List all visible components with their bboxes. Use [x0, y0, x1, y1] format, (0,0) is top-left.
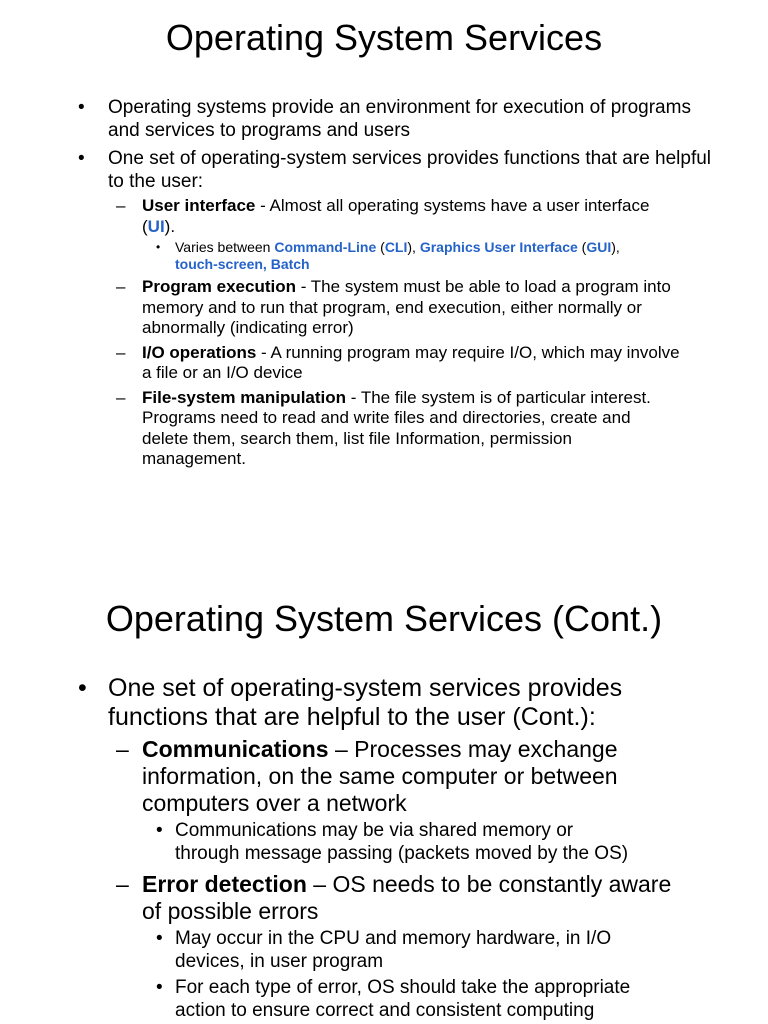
- ui-touch-screen: touch-screen,: [175, 256, 267, 272]
- paren-close: ),: [611, 239, 620, 255]
- slide-2-body: [0, 674, 768, 1024]
- service-desc: – OS needs to be constantly aware of possible errors: [142, 871, 672, 924]
- detail-text: May occur in the CPU and memory hardware, in I/O devices, in user program: [175, 928, 612, 972]
- ui-prefix: Varies between: [175, 239, 275, 255]
- detail-text: For each type of error, OS should take the appropriate action to ensure correct and consistent computing: [175, 977, 631, 1021]
- ui-command-line: Command-Line: [274, 239, 377, 255]
- service-error-detection: [0, 871, 728, 1022]
- service-program-execution: [0, 277, 724, 339]
- service-io-operations: [0, 343, 724, 384]
- service-term: Program execution: [142, 277, 296, 296]
- dash-marker: –: [116, 387, 126, 407]
- dash-marker: –: [116, 342, 126, 362]
- dash-marker: –: [116, 277, 126, 296]
- bullet-text: One set of operating-system services provides functions that are helpful to the user:: [108, 148, 712, 192]
- slide-1-title: Operating System Services: [165, 17, 603, 58]
- service-term: User interface: [142, 196, 256, 215]
- bullet-marker: •: [156, 240, 161, 254]
- service-desc: – Processes may exchange information, on the same computer or between computers over a network: [142, 736, 618, 816]
- ui-cli: CLI: [384, 239, 408, 255]
- bullet-marker: •: [78, 674, 87, 702]
- dash-marker: –: [116, 736, 129, 762]
- bullet-services-cont: [0, 674, 768, 1022]
- dash-marker: –: [116, 196, 126, 215]
- bullet-marker: •: [78, 97, 85, 118]
- paren-close: ),: [407, 239, 420, 255]
- bullet-text: One set of operating-system services provides functions that are helpful to the user (Cont.):: [108, 674, 623, 731]
- ui-graphics: Graphics User Interface: [419, 239, 578, 255]
- bullet-marker: •: [156, 977, 163, 998]
- bullet-marker: •: [78, 148, 85, 169]
- paren-open: (: [376, 239, 385, 255]
- service-communications: [0, 736, 728, 865]
- service-term: Communications: [142, 736, 329, 762]
- error-detail: [0, 928, 688, 973]
- communications-detail: [0, 820, 688, 865]
- service-desc: - A running program may require I/O, which may involve a file or an I/O device: [142, 342, 680, 382]
- service-user-interface: [0, 196, 724, 273]
- bullet-services: [0, 147, 768, 470]
- slide-1-body: [0, 96, 768, 475]
- bullet-environment: [0, 96, 768, 142]
- paren-open: (: [577, 239, 587, 255]
- service-desc-end: ).: [164, 216, 176, 236]
- bullet-marker: •: [156, 928, 163, 949]
- service-term: I/O operations: [142, 342, 257, 362]
- service-term: Error detection: [142, 871, 307, 897]
- service-desc: - The file system is of particular interest. Programs need to read and write files and directories, create and delete them, search them, list file Information, permission management.: [142, 387, 651, 468]
- slide-2-title: Operating System Services (Cont.): [105, 598, 663, 639]
- ui-batch: Batch: [270, 256, 310, 272]
- service-term: File-system manipulation: [142, 387, 347, 407]
- detail-text: Communications may be via shared memory or through message passing (packets moved by the OS): [175, 820, 629, 864]
- service-file-system: [0, 388, 724, 470]
- ui-gui: GUI: [586, 239, 612, 255]
- dash-marker: –: [116, 871, 129, 897]
- service-desc: - Almost all operating systems have a user interface (: [142, 196, 650, 236]
- bullet-marker: •: [156, 820, 163, 841]
- slide-2: [0, 540, 768, 1024]
- bullet-text: Operating systems provide an environment for execution of programs and services to programs and users: [108, 97, 691, 141]
- ui-abbrev: UI: [147, 216, 165, 236]
- ui-types: [0, 239, 680, 273]
- error-detail: [0, 977, 688, 1022]
- service-desc: - The system must be able to load a program into memory and to run that program, end execution, either normally or abnormally (indicating error): [142, 277, 671, 337]
